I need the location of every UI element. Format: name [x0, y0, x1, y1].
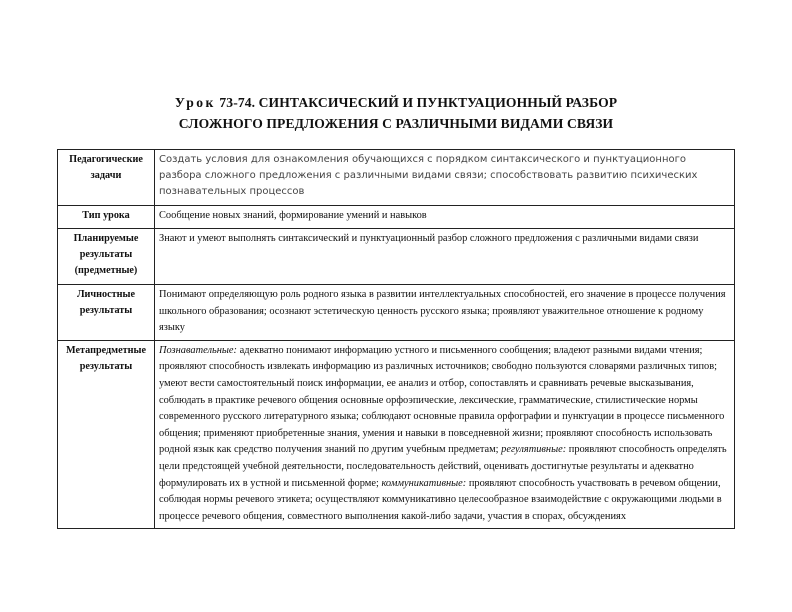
lesson-table: [57, 149, 735, 529]
lesson-title-line2: СЛОЖНОГО ПРЕДЛОЖЕНИЯ С РАЗЛИЧНЫМИ ВИДАМИ СВЯЗИ: [178, 116, 614, 131]
meta-label-cognitive: Познавательные:: [159, 344, 237, 356]
value-personal: Понимают определяющую роль родного языка в развитии интеллектуальных способностей, его значение в процессе получения школьного образования; осознают эстетическую ценность русского языка; проявляют уважительное отношение к родному языку: [155, 285, 735, 341]
meta-text-regulatory: проявляют способность определять цели предстоящей учебной деятельности, последовательность действий, оценивать достигнутые результаты и адекватно формулировать их в устной и письменной форме;: [159, 444, 727, 489]
header-personal: Личностные результаты: [58, 285, 155, 341]
row-tasks: [58, 150, 735, 206]
header-meta: Метапредметные результаты: [58, 340, 155, 529]
meta-label-communicative: коммуникативные:: [378, 477, 467, 489]
value-meta: [155, 340, 735, 529]
header-type: Тип урока: [58, 206, 155, 229]
meta-text-communicative: проявляют способность участвовать в речевом общении, соблюдая нормы речевого этикета; осуществляют коммуникативно целесообразное взаимодействие с окружающими людьми в процессе речевого общения, совместного выполнения какой-либо задачи, участия в спорах, обсуждениях: [159, 477, 722, 522]
row-personal: [58, 285, 735, 341]
lesson-title-line1: [0, 92, 792, 113]
lesson-title: [0, 92, 792, 134]
value-planned: Знают и умеют выполнять синтаксический и пунктуационный разбор сложного предложения с различными видами связи: [155, 229, 735, 285]
lesson-prefix: Урок: [174, 95, 216, 110]
row-type: [58, 206, 735, 229]
value-tasks: Создать условия для ознакомления обучающихся с порядком синтаксического и пунктуационного разбора сложного предложения с различными видами связи; способствовать развитию психических познавательных процессов: [155, 150, 735, 206]
lesson-title-rest: 73-74. СИНТАКСИЧЕСКИЙ И ПУНКТУАЦИОННЫЙ РАЗБОР: [215, 95, 618, 110]
value-type: Сообщение новых знаний, формирование умений и навыков: [155, 206, 735, 229]
meta-label-regulatory: регулятивные:: [498, 444, 567, 456]
header-planned: Планируемые результаты (предметные): [58, 229, 155, 285]
row-planned: [58, 229, 735, 285]
header-tasks: Педагогические задачи: [58, 150, 155, 206]
meta-text-cognitive: адекватно понимают информацию устного и письменного сообщения; владеют разными видами чтения; проявляют способность извлекать информацию из различных источников; свободно пользуются словарями различных типов; умеют вести самостоятельный поиск информации, ее анализ и отбор, сопоставлять и сравнивать речевые высказывания, соблюдать в практике речевого общения основные орфоэпические, лексические, грамматические, стилистические нормы современного русского литературного языка; соблюдают основные правила орфографии и пунктуации в процессе письменного общения; применяют приобретенные знания, умения и навыки в повседневной жизни; проявляют способность использовать родной язык как средство получения знаний по другим учебным предметам;: [159, 344, 725, 456]
row-meta: [58, 340, 735, 529]
